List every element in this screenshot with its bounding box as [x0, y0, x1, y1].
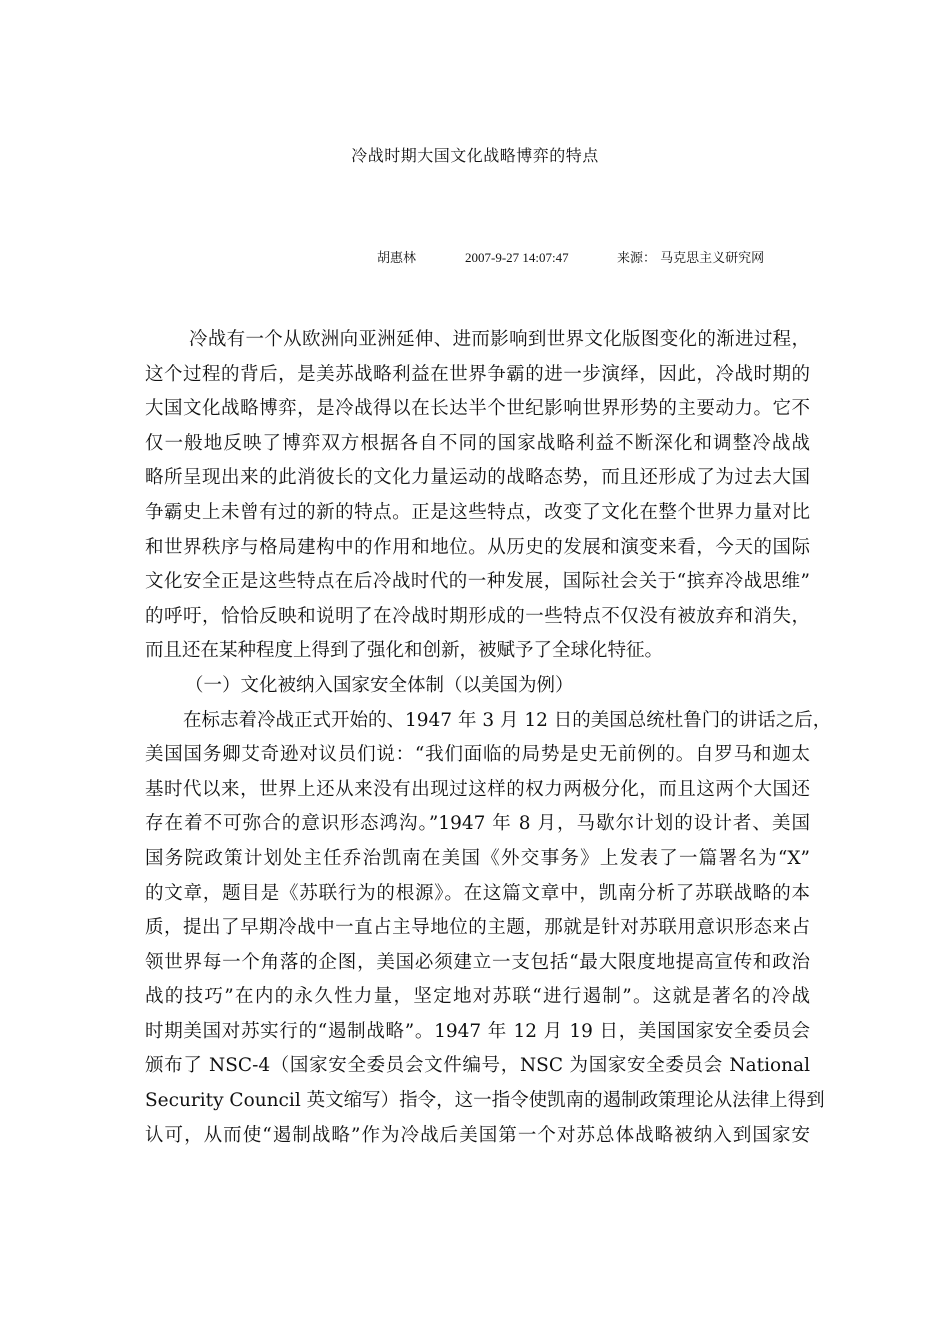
- body-line: 文化安全正是这些特点在后冷战时代的一种发展，国际社会关于“摈弃冷战思维”: [145, 571, 810, 593]
- source-label: 来源： 马克思主义研究网: [617, 251, 765, 266]
- body-line: 美国国务卿艾奇逊对议员们说：“我们面临的局势是史无前例的。自罗马和迦太: [145, 744, 810, 766]
- body-line: 这个过程的背后，是美苏战略利益在世界争霸的进一步演绎，因此，冷战时期的: [145, 363, 810, 385]
- body-line: 略所呈现出来的此消彼长的文化力量运动的战略态势，而且还形成了为过去大国: [145, 467, 810, 489]
- body-line: 仅一般地反映了博弈双方根据各自不同的国家战略利益不断深化和调整冷战战: [145, 432, 810, 454]
- body-line: 的文章，题目是《苏联行为的根源》。在这篇文章中，凯南分析了苏联战略的本: [145, 882, 810, 904]
- section-heading: （一）文化被纳入国家安全体制（以美国为例）: [185, 674, 574, 696]
- body-line: 和世界秩序与格局建构中的作用和地位。从历史的发展和演变来看，今天的国际: [145, 536, 810, 558]
- article-meta: [377, 247, 764, 266]
- article-title: 冷战时期大国文化战略博弈的特点: [351, 146, 599, 165]
- body-line: 争霸史上未曾有过的新的特点。正是这些特点，改变了文化在整个世界力量对比: [145, 501, 810, 523]
- body-line: 大国文化战略博弈，是冷战得以在长达半个世纪影响世界形势的主要动力。它不: [145, 398, 810, 420]
- body-line: 质，提出了早期冷战中一直占主导地位的主题，那就是针对苏联用意识形态来占: [145, 917, 810, 939]
- body-line: 而且还在某种程度上得到了强化和创新，被赋予了全球化特征。: [145, 640, 664, 662]
- body-line: 战的技巧”在内的永久性力量，坚定地对苏联“进行遏制”。这就是著名的冷战: [145, 986, 810, 1008]
- article-body: [145, 323, 832, 1153]
- body-line: 领世界每一个角落的企图，美国必须建立一支包括“最大限度地提高宣传和政治: [145, 951, 810, 973]
- body-line: 在标志着冷战正式开始的、1947 年 3 月 12 日的美国总统杜鲁门的讲话之后，: [183, 709, 832, 731]
- body-line: 时期美国对苏实行的“遏制战略”。1947 年 12 月 19 日，美国国家安全委员会: [145, 1020, 810, 1042]
- author-name: 胡惠林: [377, 251, 417, 266]
- body-line: 冷战有一个从欧洲向亚洲延伸、进而影响到世界文化版图变化的渐进过程，: [189, 329, 810, 350]
- body-line: Security Council 英文缩写）指令，这一指令使凯南的遏制政策理论从法律上得到: [145, 1090, 825, 1112]
- body-line: 国务院政策计划处主任乔治凯南在美国《外交事务》上发表了一篇署名为“X”: [145, 847, 810, 869]
- body-line: 的呼吁，恰恰反映和说明了在冷战时期形成的一些特点不仅没有被放弃和消失，: [145, 605, 810, 627]
- body-line: 认可，从而使“遏制战略”作为冷战后美国第一个对苏总体战略被纳入到国家安: [145, 1124, 810, 1146]
- body-line: 颁布了 NSC-4（国家安全委员会文件编号，NSC 为国家安全委员会 National: [145, 1055, 810, 1077]
- body-line: 存在着不可弥合的意识形态鸿沟。”1947 年 8 月，马歇尔计划的设计者、美国: [145, 813, 810, 835]
- body-line: 基时代以来，世界上还从来没有出现过这样的权力两极分化，而且这两个大国还: [145, 778, 810, 800]
- publish-datetime: 2007-9-27 14:07:47: [465, 250, 569, 265]
